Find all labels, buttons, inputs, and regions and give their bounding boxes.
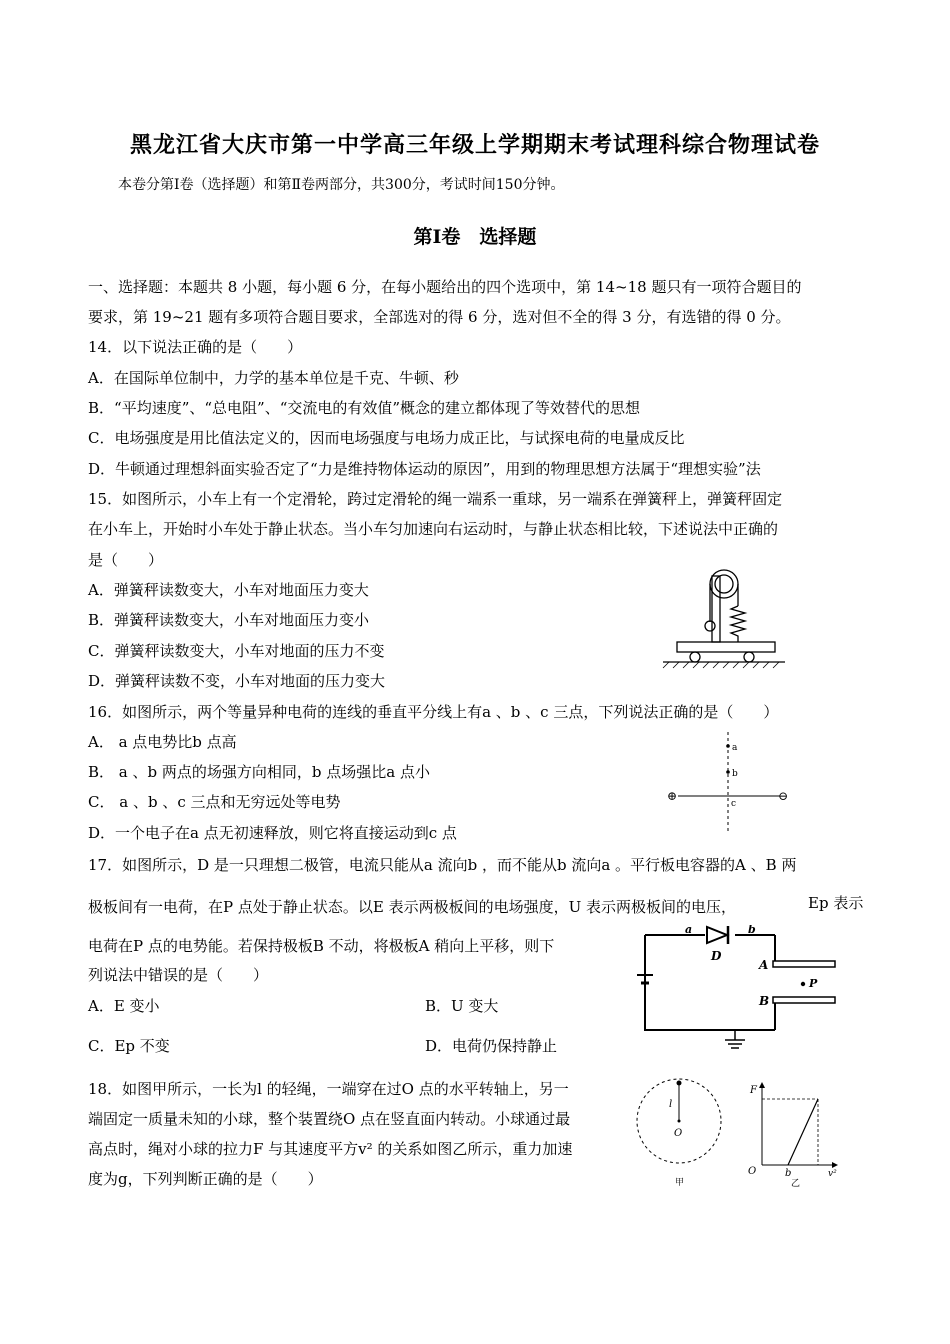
section-title: 第Ⅰ卷 选择题 xyxy=(413,226,537,248)
q18-figure-yi xyxy=(745,1075,845,1190)
q16-figure xyxy=(660,728,795,836)
q15-stem-line-2: 在小车上，开始时小车处于静止状态。当小车匀加速向右运动时，与静止状态相比较，下述说法中正确的 xyxy=(88,520,779,538)
page-title: 黑龙江省大庆市第一中学高三年级上学期期末考试理科综合物理试卷 xyxy=(129,132,820,158)
label-v2: v² xyxy=(828,1169,837,1179)
label-plate-b: B xyxy=(759,994,770,1008)
q18-stem-line-2: 端固定一质量未知的小球，整个装置绕O 点在竖直面内转动。小球通过最 xyxy=(88,1110,571,1128)
cart-body xyxy=(677,642,775,652)
q17-option-d: D．电荷仍保持静止 xyxy=(425,1037,558,1055)
q15-stem-line-3: 是（ ） xyxy=(88,551,164,569)
hanging-ball xyxy=(705,621,715,631)
spring-scale xyxy=(731,606,745,642)
q17-stem-line-1: 17．如图所示，D 是一只理想二极管，电流只能从a 流向b ，而不能从b 流向a 。平行板电容器的A 、B 两 xyxy=(88,856,797,874)
q16-option-b: B． a 、b 两点的场强方向相同，b 点场强比a 点小 xyxy=(88,763,430,781)
pulley-icon xyxy=(710,570,738,598)
q16-option-c: C． a 、b 、c 三点和无穷远处等电势 xyxy=(88,793,341,811)
label-a: a xyxy=(685,925,693,936)
q17-stem-line-4: 列说法中错误的是（ ） xyxy=(88,966,269,984)
point-a-label: a xyxy=(732,743,738,753)
plate-a xyxy=(773,961,835,967)
label-yi: 乙 xyxy=(791,1179,801,1189)
q17-figure xyxy=(625,925,840,1055)
point-c-label: c xyxy=(731,799,737,809)
q17-stem-line-2-end: Ep 表示 xyxy=(808,894,864,912)
q16-option-a: A． a 点电势比b 点高 xyxy=(88,733,237,751)
label-diode: D xyxy=(711,949,722,963)
plate-b xyxy=(773,997,835,1003)
label-f: F xyxy=(750,1085,757,1096)
q17-option-b: B．U 变大 xyxy=(425,997,499,1015)
q18-stem-line-4: 度为g，下列判断正确的是（ ） xyxy=(88,1170,323,1188)
cart-wheel-left xyxy=(690,652,700,662)
q15-option-b: B．弹簧秤读数变大，小车对地面压力变小 xyxy=(88,611,370,629)
q15-option-a: A．弹簧秤读数变大，小车对地面压力变大 xyxy=(88,581,369,599)
q18-stem-line-3: 高点时，绳对小球的拉力F 与其速度平方v² 的关系如图乙所示，重力加速 xyxy=(88,1140,573,1158)
q16-stem: 16．如图所示，两个等量异种电荷的连线的垂直平分线上有a 、b 、c 三点，下列说法正确的是（ ） xyxy=(88,703,779,721)
q15-option-d: D．弹簧秤读数不变，小车对地面的压力变大 xyxy=(88,672,386,690)
charge-p-dot xyxy=(801,982,805,986)
q15-option-c: C．弹簧秤读数变大，小车对地面的压力不变 xyxy=(88,642,385,660)
label-b-axis: b xyxy=(785,1168,792,1179)
q14-stem: 14．以下说法正确的是（ ） xyxy=(88,338,303,356)
q14-option-d: D．牛顿通过理想斜面实验否定了“力是维持物体运动的原因”，用到的物理思想方法属于“理想实验”法 xyxy=(88,460,761,478)
label-b: b xyxy=(748,925,756,936)
label-p: P xyxy=(809,977,818,990)
point-b-label: b xyxy=(732,769,738,779)
q18-figure-jia xyxy=(635,1075,745,1190)
f-v2-line xyxy=(788,1099,818,1165)
instructions-line-2: 要求，第 19~21 题有多项符合题目要求，全部选对的得 6 分，选对但不全的得 3 分，有选错的得 0 分。 xyxy=(88,308,791,326)
label-jia: 甲 xyxy=(675,1178,685,1188)
q14-option-c: C．电场强度是用比值法定义的，因而电场强度与电场力成正比，与试探电荷的电量成反比 xyxy=(88,429,685,447)
q18-stem-line-1: 18．如图甲所示，一长为l 的轻绳，一端穿在过O 点的水平转轴上，另一 xyxy=(88,1080,569,1098)
q16-option-d: D．一个电子在a 点无初速释放，则它将直接运动到c 点 xyxy=(88,824,457,842)
q17-stem-line-2: 极板间有一电荷，在P 点处于静止状态。以E 表示两极板间的电场强度，U 表示两极板间的电压， xyxy=(88,898,736,916)
q15-figure xyxy=(655,560,795,675)
q15-stem-line-1: 15．如图所示，小车上有一个定滑轮，跨过定滑轮的绳一端系一重球，另一端系在弹簧秤上，弹簧秤固定 xyxy=(88,490,783,508)
label-l: l xyxy=(669,1099,673,1110)
q14-option-b: B．“平均速度”、“总电阻”、“交流电的有效值”概念的建立都体现了等效替代的思想 xyxy=(88,399,641,417)
q17-stem-line-3: 电荷在P 点的电势能。若保持极板B 不动，将极板A 稍向上平移，则下 xyxy=(88,937,555,955)
q17-option-c: C．Ep 不变 xyxy=(88,1037,170,1055)
exam-intro: 本卷分第Ⅰ卷（选择题）和第Ⅱ卷两部分，共300分，考试时间150分钟。 xyxy=(118,177,565,193)
q17-option-a: A．E 变小 xyxy=(88,997,160,1015)
label-o-yi: O xyxy=(748,1166,757,1177)
positive-charge-icon: ⊕ xyxy=(667,789,678,803)
label-plate-a: A xyxy=(759,958,769,972)
negative-charge-icon: ⊖ xyxy=(778,789,789,803)
circuit-wire-left-bottom xyxy=(645,935,735,1030)
q14-option-a: A．在国际单位制中，力学的基本单位是千克、牛顿、秒 xyxy=(88,369,459,387)
support-post xyxy=(712,576,720,642)
diode-icon xyxy=(707,927,727,943)
instructions-line-1: 一、选择题：本题共 8 小题，每小题 6 分，在每小题给出的四个选项中，第 14~18 题只有一项符合题目的 xyxy=(88,278,802,296)
label-o-jia: O xyxy=(674,1128,683,1139)
cart-wheel-right xyxy=(744,652,754,662)
